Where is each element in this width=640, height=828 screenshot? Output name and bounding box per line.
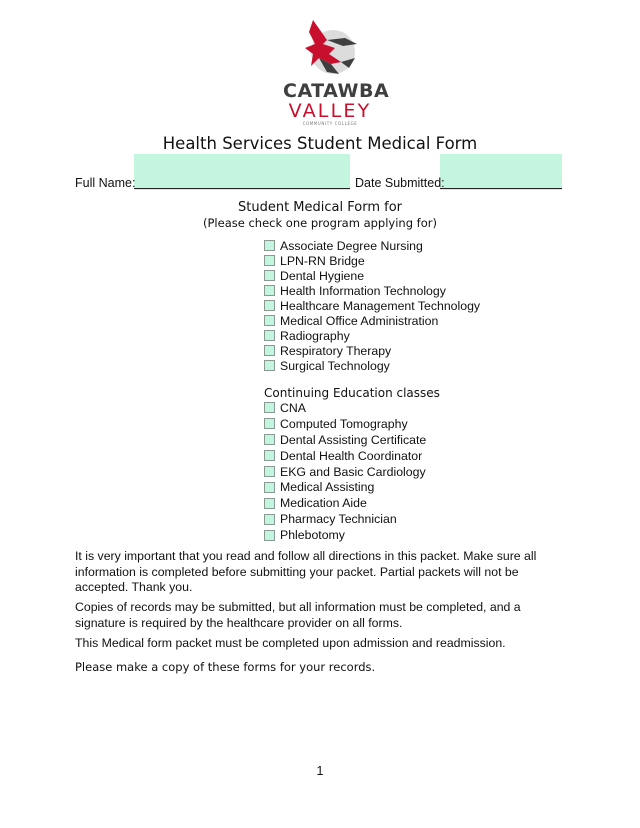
college-logo: [283, 14, 390, 126]
ce-label: Medical Assisting: [280, 480, 375, 495]
checkbox[interactable]: [264, 450, 275, 461]
program-list: [264, 238, 480, 373]
section-subtitle: (Please check one program applying for): [203, 216, 437, 230]
program-label: LPN-RN Bridge: [280, 253, 365, 268]
checkbox[interactable]: [264, 434, 275, 445]
full-name-field[interactable]: [134, 154, 350, 190]
ce-option[interactable]: [264, 448, 426, 464]
ce-label: Pharmacy Technician: [280, 512, 397, 527]
hawk-emblem-icon: [283, 14, 377, 80]
ce-label: EKG and Basic Cardiology: [280, 464, 426, 479]
ce-option[interactable]: [264, 527, 426, 543]
checkbox[interactable]: [264, 498, 275, 509]
ce-label: Computed Tomography: [280, 416, 408, 431]
date-submitted-label: Date Submitted:: [355, 176, 445, 190]
ce-option[interactable]: [264, 479, 426, 495]
checkbox[interactable]: [264, 514, 275, 525]
checkbox[interactable]: [264, 418, 275, 429]
ce-option[interactable]: [264, 495, 426, 511]
program-option[interactable]: [264, 238, 480, 253]
full-name-underline: [134, 188, 350, 189]
copy-reminder-paragraph: Please make a copy of these forms for your records.: [75, 660, 376, 674]
section-title: Student Medical Form for: [238, 200, 402, 215]
logo-line-community-college: COMMUNITY COLLEGE: [302, 121, 358, 126]
date-submitted-underline: [440, 188, 562, 189]
ce-option[interactable]: [264, 400, 426, 416]
checkbox[interactable]: [264, 255, 275, 266]
full-name-label: Full Name:: [75, 176, 136, 190]
ce-label: Phlebotomy: [280, 528, 345, 543]
checkbox[interactable]: [264, 482, 275, 493]
checkbox[interactable]: [264, 466, 275, 477]
program-label: Medical Office Administration: [280, 313, 439, 328]
program-label: Respiratory Therapy: [280, 343, 392, 358]
program-option[interactable]: [264, 313, 480, 328]
ce-option[interactable]: [264, 464, 426, 480]
program-label: Associate Degree Nursing: [280, 238, 423, 253]
page-number: 1: [316, 764, 324, 778]
ce-label: Dental Health Coordinator: [280, 448, 423, 463]
ce-option[interactable]: [264, 511, 426, 527]
checkbox[interactable]: [264, 315, 275, 326]
ce-option[interactable]: [264, 432, 426, 448]
program-label: Healthcare Management Technology: [280, 298, 481, 313]
checkbox[interactable]: [264, 300, 275, 311]
program-label: Health Information Technology: [280, 283, 446, 298]
logo-line-valley: VALLEY: [288, 100, 372, 122]
date-submitted-field[interactable]: [440, 154, 562, 190]
ce-label: Medication Aide: [280, 496, 367, 511]
checkbox[interactable]: [264, 345, 275, 356]
ce-option[interactable]: [264, 416, 426, 432]
logo-line-catawba: CATAWBA: [283, 80, 390, 102]
ce-label: CNA: [280, 400, 306, 415]
ce-label: Dental Assisting Certificate: [280, 432, 427, 447]
admission-paragraph: This Medical form packet must be completed upon admission and readmission.: [75, 636, 506, 650]
program-label: Radiography: [280, 328, 350, 343]
continuing-education-list: [264, 400, 426, 543]
checkbox[interactable]: [264, 285, 275, 296]
program-option[interactable]: [264, 328, 480, 343]
checkbox[interactable]: [264, 402, 275, 413]
program-label: Dental Hygiene: [280, 268, 365, 283]
checkbox[interactable]: [264, 530, 275, 541]
program-option[interactable]: [264, 283, 480, 298]
checkbox[interactable]: [264, 240, 275, 251]
continuing-education-heading: Continuing Education classes: [264, 386, 440, 400]
program-option[interactable]: [264, 253, 480, 268]
copies-paragraph: Copies of records may be submitted, but all information must be completed, and a signature is required by the healthcare provider on all forms.: [75, 600, 521, 630]
program-option[interactable]: [264, 343, 480, 358]
program-option[interactable]: [264, 298, 480, 313]
program-option[interactable]: [264, 268, 480, 283]
instructions-paragraph: It is very important that you read and follow all directions in this packet. Make sure all information is completed before submitting your packet. Partial packets will not be accepted. Thank you.: [75, 549, 537, 594]
checkbox[interactable]: [264, 360, 275, 371]
page-title: Health Services Student Medical Form: [162, 134, 478, 153]
checkbox[interactable]: [264, 270, 275, 281]
program-label: Surgical Technology: [280, 358, 390, 373]
program-option[interactable]: [264, 358, 480, 373]
checkbox[interactable]: [264, 330, 275, 341]
